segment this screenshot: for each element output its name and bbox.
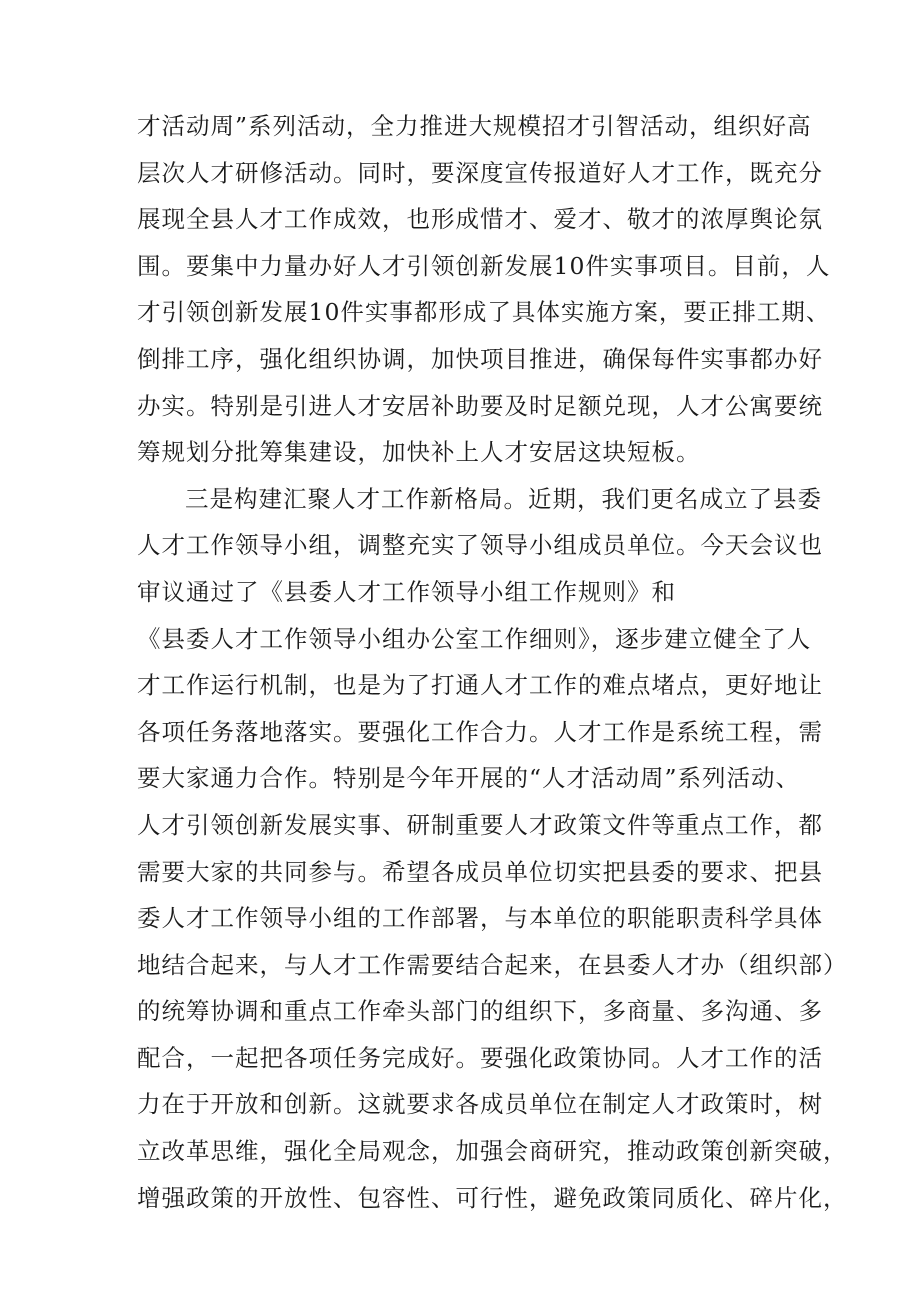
text-line: 办实。特别是引进人才安居补助要及时足额兑现，人才公寓要统 bbox=[137, 391, 823, 420]
text-line: 才工作运行机制，也是为了打通人才工作的难点堵点，更好地让 bbox=[137, 671, 823, 700]
text-line: 的统筹协调和重点工作牵头部门的组织下，多商量、多沟通、多 bbox=[137, 997, 823, 1026]
text-line: 层次人才研修活动。同时，要深度宣传报道好人才工作，既充分 bbox=[137, 158, 823, 187]
text-line: 围。要集中力量办好人才引领创新发展10件实事项目。目前，人 bbox=[137, 251, 831, 280]
body-text bbox=[137, 103, 848, 1221]
text-line: 才活动周”系列活动，全力推进大规模招才引智活动，组织好高 bbox=[137, 112, 812, 140]
text-line: 才引领创新发展10件实事都形成了具体实施方案，要正排工期、 bbox=[137, 298, 831, 327]
text-line: 委人才工作领导小组的工作部署，与本单位的职能职责科学具体 bbox=[137, 904, 823, 933]
text-line: 需要大家的共同参与。希望各成员单位切实把县委的要求、把县 bbox=[137, 857, 823, 886]
text-line: 人才工作领导小组，调整充实了领导小组成员单位。今天会议也 bbox=[137, 531, 823, 560]
text-line: 倒排工序，强化组织协调，加快项目推进，确保每件实事都办好 bbox=[137, 344, 823, 373]
text-line: 各项任务落地落实。要强化工作合力。人才工作是系统工程，需 bbox=[137, 717, 823, 746]
text-line: 三是构建汇聚人才工作新格局。近期，我们更名成立了县委 bbox=[185, 484, 822, 513]
text-line: 力在于开放和创新。这就要求各成员单位在制定人才政策时，树 bbox=[137, 1090, 823, 1119]
text-line: 展现全县人才工作成效，也形成惜才、爱才、敬才的浓厚舆论氛 bbox=[137, 205, 823, 234]
text-line: 筹规划分批筹集建设，加快补上人才安居这块短板。 bbox=[137, 438, 701, 467]
text-line: 地结合起来，与人才工作需要结合起来，在县委人才办（组织部） bbox=[137, 950, 848, 979]
text-line: 立改革思维，强化全局观念，加强会商研究，推动政策创新突破， bbox=[137, 1137, 848, 1166]
text-line: 要大家通力合作。特别是今年开展的“人才活动周”系列活动、 bbox=[137, 764, 801, 793]
text-line: 人才引领创新发展实事、研制重要人才政策文件等重点工作，都 bbox=[137, 810, 823, 839]
text-line: 增强政策的开放性、包容性、可行性，避免政策同质化、碎片化， bbox=[137, 1183, 848, 1212]
text-line: 审议通过了《县委人才工作领导小组工作规则》和 bbox=[137, 577, 676, 606]
text-line: 配合，一起把各项任务完成好。要强化政策协同。人才工作的活 bbox=[137, 1043, 823, 1072]
text-line: 《县委人才工作领导小组办公室工作细则》，逐步建立健全了人 bbox=[137, 624, 812, 653]
